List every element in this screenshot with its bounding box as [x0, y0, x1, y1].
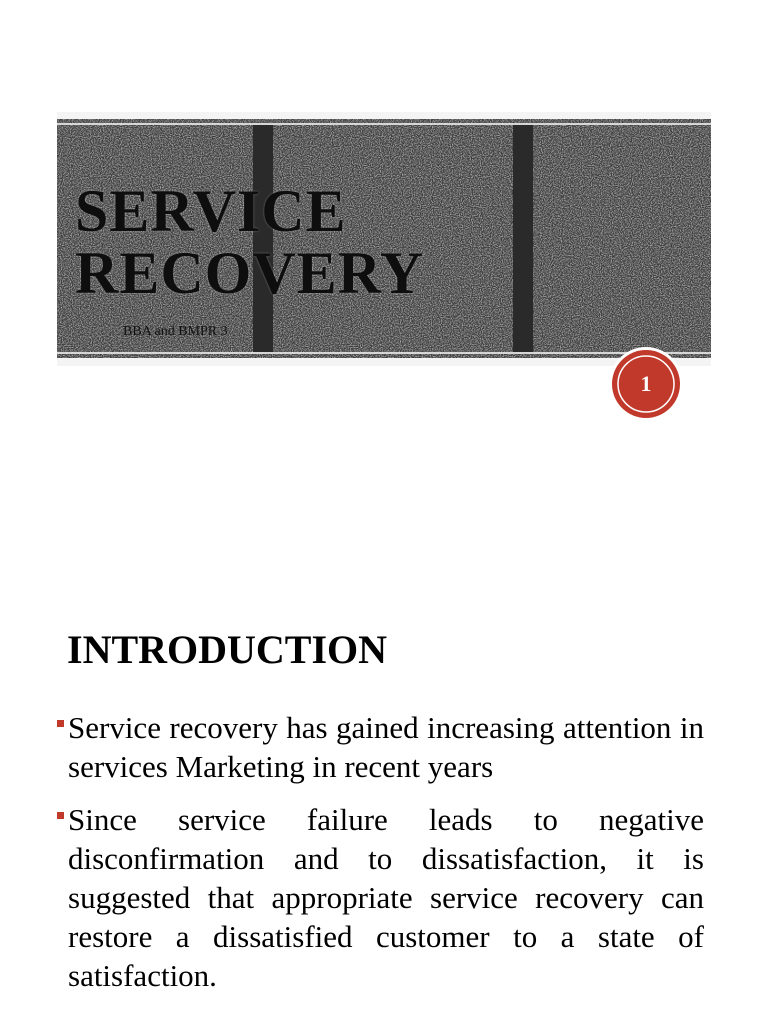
slide-number: 1 [640, 371, 652, 396]
square-bullet-icon [57, 720, 64, 727]
slide-number-badge [608, 346, 684, 422]
bullet-item [52, 708, 704, 786]
title-banner [57, 112, 711, 366]
title-line-2: RECOVERY [75, 240, 425, 306]
title-line-1: SERVICE [75, 178, 347, 244]
section-heading: INTRODUCTION [67, 627, 388, 672]
bullet-item [52, 800, 704, 995]
square-bullet-icon [57, 812, 64, 819]
bullet-list [52, 708, 704, 1009]
bullet-text: Since service failure leads to negative disconfirmation and to dissatisfaction, it is suggested that appropriate service recovery can restore a dissatisfied customer to a state of satisfaction. [68, 802, 704, 993]
slide-subtitle: BBA and BMPR 3 [123, 324, 228, 339]
slide-title [75, 180, 675, 304]
bullet-text: Service recovery has gained increasing attention in services Marketing in recent years [68, 710, 704, 784]
